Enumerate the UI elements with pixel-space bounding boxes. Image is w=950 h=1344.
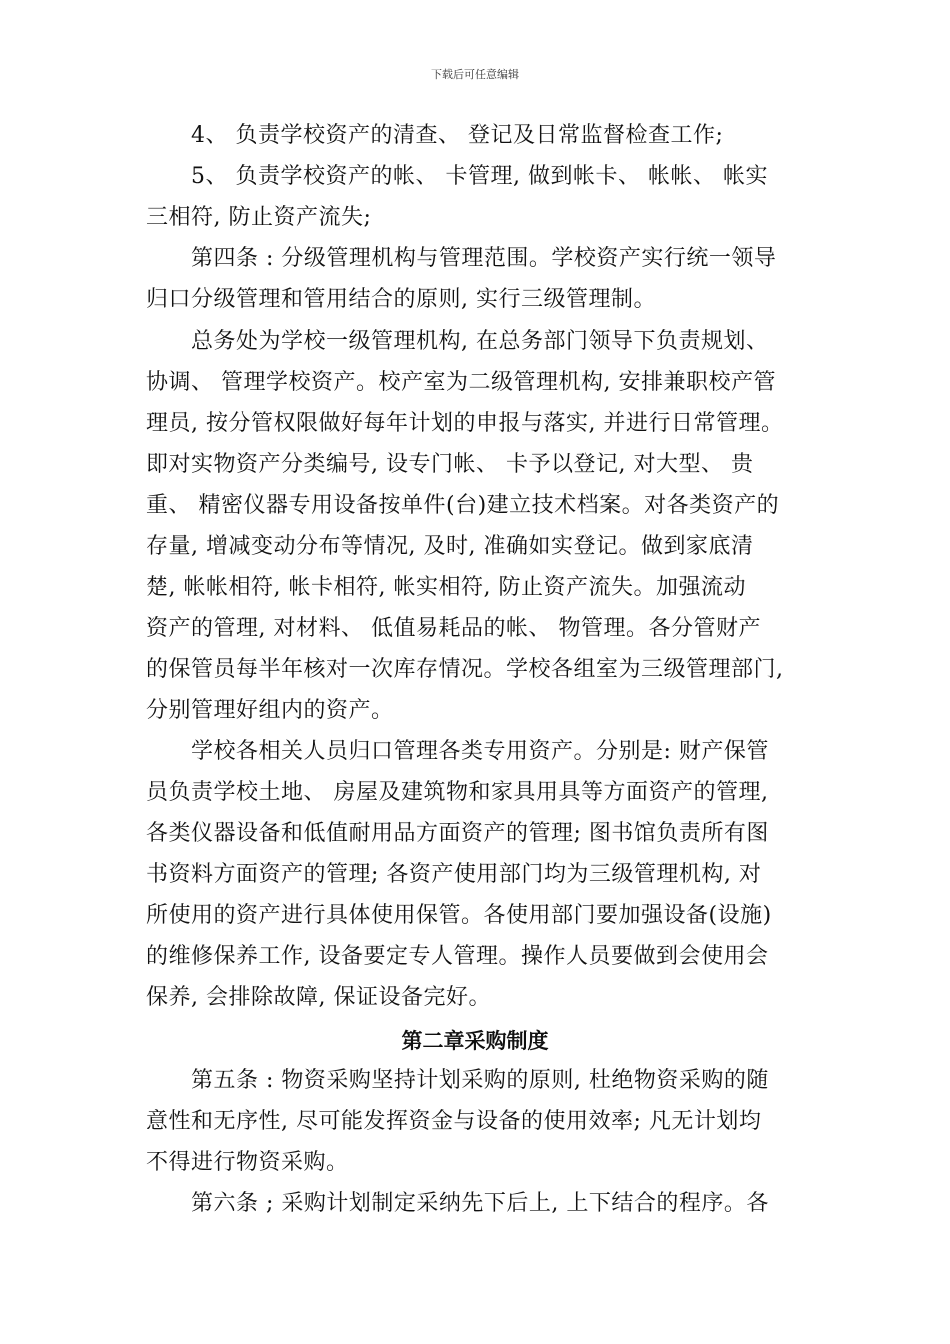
text-line: 保养, 会排除故障, 保证设备完好。 xyxy=(146,985,491,1010)
chapter-heading: 第二章采购制度 xyxy=(401,1029,549,1053)
text-line: 第四条 : 分级管理机构与管理范围。学校资产实行统一领导 xyxy=(191,246,777,271)
text-line: 三相符, 防止资产流失; xyxy=(146,205,372,230)
text-line: 5、 负责学校资产的帐、 卡管理, 做到帐卡、 帐帐、 帐实 xyxy=(191,164,768,189)
text-line: 楚, 帐帐相符, 帐卡相符, 帐实相符, 防止资产流失。加强流动 xyxy=(146,575,746,600)
text-line: 即对实物资产分类编号, 设专门帐、 卡予以登记, 对大型、 贵 xyxy=(146,452,754,477)
text-line: 员负责学校土地、 房屋及建筑物和家具用具等方面资产的管理, xyxy=(146,780,769,805)
text-line: 重、 精密仪器专用设备按单件(台)建立技术档案。对各类资产的 xyxy=(146,493,780,518)
text-line: 的保管员每半年核对一次库存情况。学校各组室为三级管理部门, xyxy=(146,657,784,682)
text-line: 协调、 管理学校资产。校产室为二级管理机构, 安排兼职校产管 xyxy=(146,370,776,395)
text-line: 总务处为学校一级管理机构, 在总务部门领导下负责规划、 xyxy=(191,329,769,354)
text-line: 所使用的资产进行具体使用保管。各使用部门要加强设备(设施) xyxy=(146,903,772,928)
text-line: 4、 负责学校资产的清查、 登记及日常监督检查工作; xyxy=(191,123,724,148)
text-line: 资产的管理, 对材料、 低值易耗品的帐、 物管理。各分管财产 xyxy=(146,616,761,641)
text-line: 分别管理好组内的资产。 xyxy=(146,698,394,723)
text-line: 书资料方面资产的管理; 各资产使用部门均为三级管理机构, 对 xyxy=(146,862,762,887)
text-line: 第五条 : 物资采购坚持计划采购的原则, 杜绝物资采购的随 xyxy=(191,1068,769,1093)
text-line: 各类仪器设备和低值耐用品方面资产的管理; 图书馆负责所有图 xyxy=(146,821,769,846)
text-line: 学校各相关人员归口管理各类专用资产。分别是: 财产保管 xyxy=(191,739,769,764)
text-line: 理员, 按分管权限做好每年计划的申报与落实, 并进行日常管理。 xyxy=(146,411,784,436)
text-line: 的维修保养工作, 设备要定专人管理。操作人员要做到会使用会 xyxy=(146,944,769,969)
text-line: 意性和无序性, 尽可能发挥资金与设备的使用效率; 凡无计划均 xyxy=(146,1109,762,1134)
text-line: 存量, 增减变动分布等情况, 及时, 准确如实登记。做到家底清 xyxy=(146,534,754,559)
text-line: 第六条 ; 采购计划制定采纳先下后上, 上下结合的程序。各 xyxy=(191,1191,769,1216)
page-header: 下载后可任意编辑 xyxy=(431,68,519,81)
text-line: 归口分级管理和管用结合的原则, 实行三级管理制。 xyxy=(146,287,656,312)
text-line: 不得进行物资采购。 xyxy=(146,1150,349,1175)
